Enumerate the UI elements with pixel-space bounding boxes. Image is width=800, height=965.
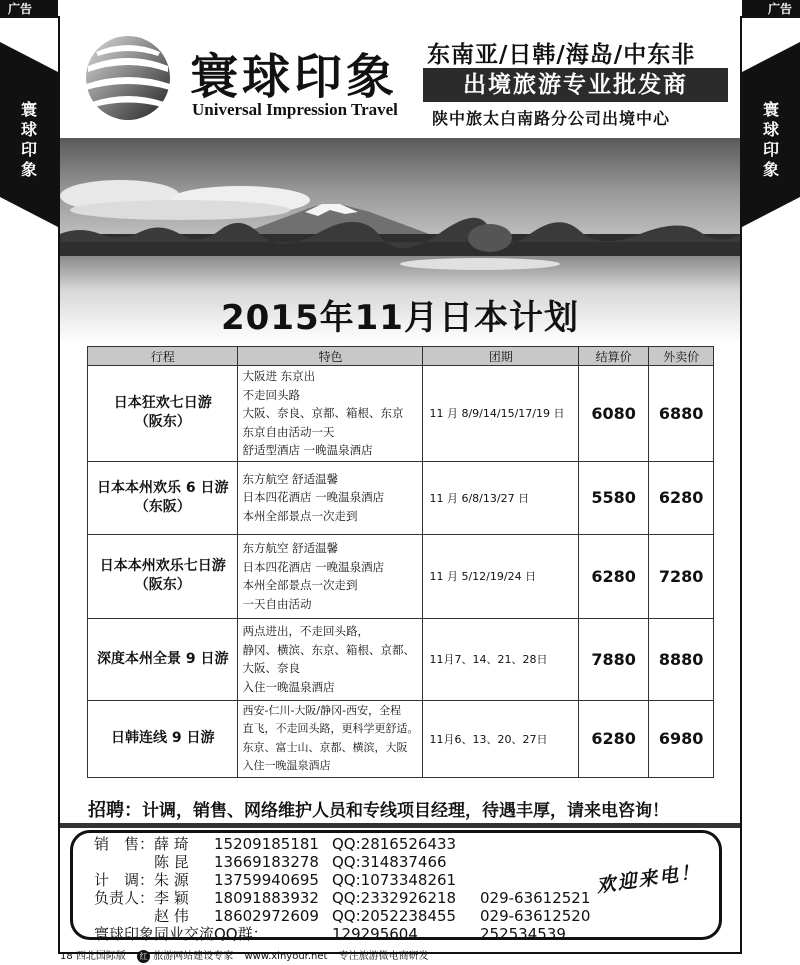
retail-price: 8880 <box>649 618 714 700</box>
table-row <box>88 618 714 700</box>
route-name: 日本狂欢七日游 （阪东） <box>88 366 238 462</box>
col-settle-price: 结算价 <box>578 347 648 366</box>
recruit-notice <box>88 796 669 822</box>
route-name: 日韩连线 9 日游 <box>88 700 238 777</box>
table-row <box>88 700 714 777</box>
recruit-text: 计调，销售、网络维护人员和专线项目经理，待遇丰厚，请来电咨询！ <box>142 801 669 821</box>
destinations: 东南亚/日韩/海岛/中东非 <box>427 42 696 68</box>
plan-title: 2015年11月日本计划 <box>221 298 579 338</box>
divider <box>60 823 740 828</box>
red-circle-icon: 红 <box>137 950 150 963</box>
brand-name-cn: 寰球印象 <box>190 49 399 105</box>
route-dates: 11月6、13、20、27日 <box>423 700 578 777</box>
route-dates: 11 月 6/8/13/27 日 <box>423 461 578 534</box>
route-dates: 11 月 8/9/14/15/17/19 日 <box>423 366 578 462</box>
route-features: 两点进出，不走回头路， 静冈、横滨、东京、箱根、京都、 大阪、奈良 入住一晚温泉酒店 <box>238 618 423 700</box>
contact-row: 陈 昆 13669183278 QQ:314837466 <box>154 853 447 871</box>
retail-price: 7280 <box>649 534 714 618</box>
col-features: 特色 <box>238 347 423 366</box>
table-header-row <box>88 347 714 366</box>
mount-fuji-banner <box>60 138 740 343</box>
tour-table <box>87 346 714 778</box>
route-name: 日本本州欢乐 6 日游 （东阪） <box>88 461 238 534</box>
branch-name: 陕中旅太白南路分公司出境中心 <box>432 109 671 128</box>
side-tab-text: 寰 球 印 象 <box>762 100 779 179</box>
col-dates: 团期 <box>423 347 578 366</box>
welcome-text: 欢迎来电！ <box>595 860 703 898</box>
table-row <box>88 366 714 462</box>
settle-price: 7880 <box>578 618 648 700</box>
route-name: 日本本州欢乐七日游 （阪东） <box>88 534 238 618</box>
route-features: 大阪进 东京出 不走回头路 大阪、奈良、京都、箱根、东京 东京自由活动一天 舒适型酒店 一晚温泉酒店 <box>238 366 423 462</box>
tagline-banner: 出境旅游专业批发商 <box>423 68 728 102</box>
table-row <box>88 534 714 618</box>
route-features: 东方航空 舒适温馨 日本四花酒店 一晚温泉酒店 本州全部景点一次走到 一天自由活动 <box>238 534 423 618</box>
route-features: 东方航空 舒适温馨 日本四花酒店 一晚温泉酒店 本州全部景点一次走到 <box>238 461 423 534</box>
settle-price: 5580 <box>578 461 648 534</box>
page-number: 18 西北国际版 <box>60 951 126 962</box>
globe-logo-icon <box>82 32 174 124</box>
footer-slogan: 专注旅游微电商研发 <box>338 951 429 962</box>
route-dates: 11月7、14、21、28日 <box>423 618 578 700</box>
settle-price: 6080 <box>578 366 648 462</box>
retail-price: 6880 <box>649 366 714 462</box>
side-tab-left <box>0 42 58 227</box>
ad-tag-left: 广告 <box>0 0 58 18</box>
side-tab-right <box>742 42 800 227</box>
settle-price: 6280 <box>578 700 648 777</box>
side-tab-text: 寰 球 印 象 <box>20 100 37 179</box>
col-retail-price: 外卖价 <box>649 347 714 366</box>
settle-price: 6280 <box>578 534 648 618</box>
qq-group-row: 寰球印象同业交流QQ群： 129295604 252534539 <box>94 925 566 943</box>
footer <box>60 947 740 963</box>
route-name: 深度本州全景 9 日游 <box>88 618 238 700</box>
brand-name-en: Universal Impression Travel <box>192 100 398 119</box>
retail-price: 6980 <box>649 700 714 777</box>
contact-row: 负责人：李 颖 18091883932 QQ:2332926218 029-63612521 <box>94 889 591 907</box>
contact-row: 赵 伟 18602972609 QQ:2052238455 029-63612520 <box>154 907 591 925</box>
route-dates: 11 月 5/12/19/24 日 <box>423 534 578 618</box>
contact-row: 销 售：薛 琦 15209185181 QQ:2816526433 <box>94 835 457 853</box>
route-features: 西安-仁川-大阪/静冈-西安，全程 直飞，不走回头路，更科学更舒适。 东京、富士山、京都、横滨，大阪 入住一晚温泉酒店 <box>238 700 423 777</box>
footer-expert: 旅游网站建设专家 <box>153 951 234 962</box>
table-row <box>88 461 714 534</box>
recruit-label: 招聘： <box>88 800 142 821</box>
ad-tag-right: 广告 <box>742 0 800 18</box>
col-route: 行程 <box>88 347 238 366</box>
retail-price: 6280 <box>649 461 714 534</box>
footer-url[interactable]: www.xinyour.net <box>244 951 328 962</box>
header <box>60 18 740 138</box>
contact-row: 计 调：朱 源 13759940695 QQ:1073348261 <box>94 871 457 889</box>
